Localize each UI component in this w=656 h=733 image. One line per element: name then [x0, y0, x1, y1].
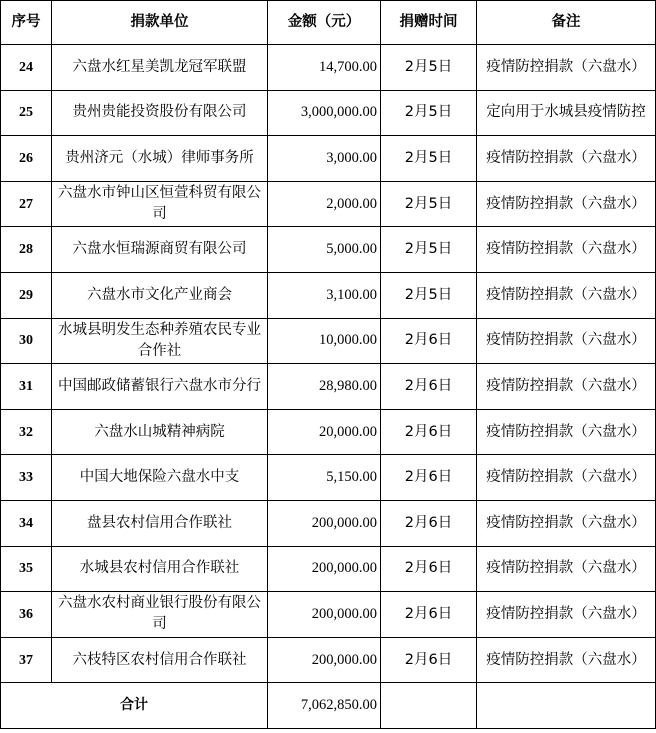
table-row — [1, 455, 656, 501]
header-note: 备注 — [477, 1, 656, 45]
header-amount: 金额（元） — [268, 1, 381, 45]
cell-date: 2月6日 — [381, 592, 477, 638]
total-row — [1, 683, 656, 729]
cell-amount: 3,100.00 — [268, 272, 381, 318]
cell-no: 35 — [1, 546, 52, 592]
header-unit: 捐款单位 — [52, 1, 268, 45]
cell-date: 2月5日 — [381, 272, 477, 318]
cell-unit: 贵州济元（水城）律师事务所 — [52, 136, 268, 182]
cell-amount: 28,980.00 — [268, 364, 381, 410]
header-date: 捐赠时间 — [381, 1, 477, 45]
total-empty-date — [381, 683, 477, 729]
cell-date: 2月6日 — [381, 500, 477, 546]
cell-unit: 六盘水山城精神病院 — [52, 409, 268, 455]
table-row — [1, 637, 656, 683]
cell-note: 疫情防控捐款（六盘水） — [477, 181, 656, 227]
cell-note: 疫情防控捐款（六盘水） — [477, 318, 656, 364]
cell-no: 37 — [1, 637, 52, 683]
cell-amount: 200,000.00 — [268, 592, 381, 638]
cell-unit: 六盘水农村商业银行股份有限公司 — [52, 592, 268, 638]
table-row — [1, 500, 656, 546]
cell-note: 疫情防控捐款（六盘水） — [477, 364, 656, 410]
cell-date: 2月6日 — [381, 455, 477, 501]
cell-no: 27 — [1, 181, 52, 227]
cell-amount: 5,150.00 — [268, 455, 381, 501]
cell-no: 36 — [1, 592, 52, 638]
cell-note: 疫情防控捐款（六盘水） — [477, 546, 656, 592]
table-row — [1, 227, 656, 273]
cell-no: 24 — [1, 45, 52, 91]
header-row — [1, 1, 656, 45]
cell-no: 33 — [1, 455, 52, 501]
cell-date: 2月6日 — [381, 637, 477, 683]
cell-date: 2月5日 — [381, 136, 477, 182]
table-row — [1, 592, 656, 638]
cell-amount: 20,000.00 — [268, 409, 381, 455]
cell-date: 2月6日 — [381, 318, 477, 364]
cell-no: 29 — [1, 272, 52, 318]
table-row — [1, 272, 656, 318]
cell-note: 疫情防控捐款（六盘水） — [477, 272, 656, 318]
cell-note: 疫情防控捐款（六盘水） — [477, 592, 656, 638]
table-row — [1, 90, 656, 136]
cell-unit: 水城县明发生态种养殖农民专业合作社 — [52, 318, 268, 364]
cell-date: 2月5日 — [381, 90, 477, 136]
cell-unit: 六枝特区农村信用合作联社 — [52, 637, 268, 683]
cell-unit: 中国大地保险六盘水中支 — [52, 455, 268, 501]
cell-amount: 2,000.00 — [268, 181, 381, 227]
cell-no: 25 — [1, 90, 52, 136]
cell-amount: 200,000.00 — [268, 500, 381, 546]
cell-unit: 六盘水红星美凯龙冠军联盟 — [52, 45, 268, 91]
cell-unit: 中国邮政储蓄银行六盘水市分行 — [52, 364, 268, 410]
table-body — [1, 45, 656, 683]
table-row — [1, 364, 656, 410]
cell-amount: 10,000.00 — [268, 318, 381, 364]
table-row — [1, 318, 656, 364]
cell-date: 2月5日 — [381, 227, 477, 273]
cell-unit: 水城县农村信用合作联社 — [52, 546, 268, 592]
cell-amount: 200,000.00 — [268, 637, 381, 683]
cell-date: 2月6日 — [381, 546, 477, 592]
table-row — [1, 181, 656, 227]
cell-note: 疫情防控捐款（六盘水） — [477, 409, 656, 455]
cell-amount: 200,000.00 — [268, 546, 381, 592]
total-amount: 7,062,850.00 — [268, 683, 381, 729]
cell-date: 2月5日 — [381, 181, 477, 227]
cell-no: 31 — [1, 364, 52, 410]
cell-unit: 六盘水市文化产业商会 — [52, 272, 268, 318]
table-row — [1, 136, 656, 182]
cell-date: 2月5日 — [381, 45, 477, 91]
total-empty-note — [477, 683, 656, 729]
table-row — [1, 409, 656, 455]
cell-note: 疫情防控捐款（六盘水） — [477, 136, 656, 182]
cell-no: 34 — [1, 500, 52, 546]
cell-amount: 3,000,000.00 — [268, 90, 381, 136]
cell-no: 28 — [1, 227, 52, 273]
header-no: 序号 — [1, 1, 52, 45]
cell-note: 疫情防控捐款（六盘水） — [477, 455, 656, 501]
cell-no: 30 — [1, 318, 52, 364]
cell-note: 疫情防控捐款（六盘水） — [477, 227, 656, 273]
cell-amount: 5,000.00 — [268, 227, 381, 273]
cell-note: 疫情防控捐款（六盘水） — [477, 45, 656, 91]
table-row — [1, 45, 656, 91]
total-label: 合计 — [1, 683, 268, 729]
cell-amount: 14,700.00 — [268, 45, 381, 91]
cell-note: 疫情防控捐款（六盘水） — [477, 500, 656, 546]
cell-note: 疫情防控捐款（六盘水） — [477, 637, 656, 683]
cell-unit: 盘县农村信用合作联社 — [52, 500, 268, 546]
cell-unit: 贵州贵能投资股份有限公司 — [52, 90, 268, 136]
cell-no: 26 — [1, 136, 52, 182]
table-row — [1, 546, 656, 592]
cell-date: 2月6日 — [381, 364, 477, 410]
cell-note: 定向用于水城县疫情防控 — [477, 90, 656, 136]
cell-unit: 六盘水市钟山区恒萱科贸有限公司 — [52, 181, 268, 227]
cell-no: 32 — [1, 409, 52, 455]
cell-amount: 3,000.00 — [268, 136, 381, 182]
cell-unit: 六盘水恒瑞源商贸有限公司 — [52, 227, 268, 273]
cell-date: 2月6日 — [381, 409, 477, 455]
